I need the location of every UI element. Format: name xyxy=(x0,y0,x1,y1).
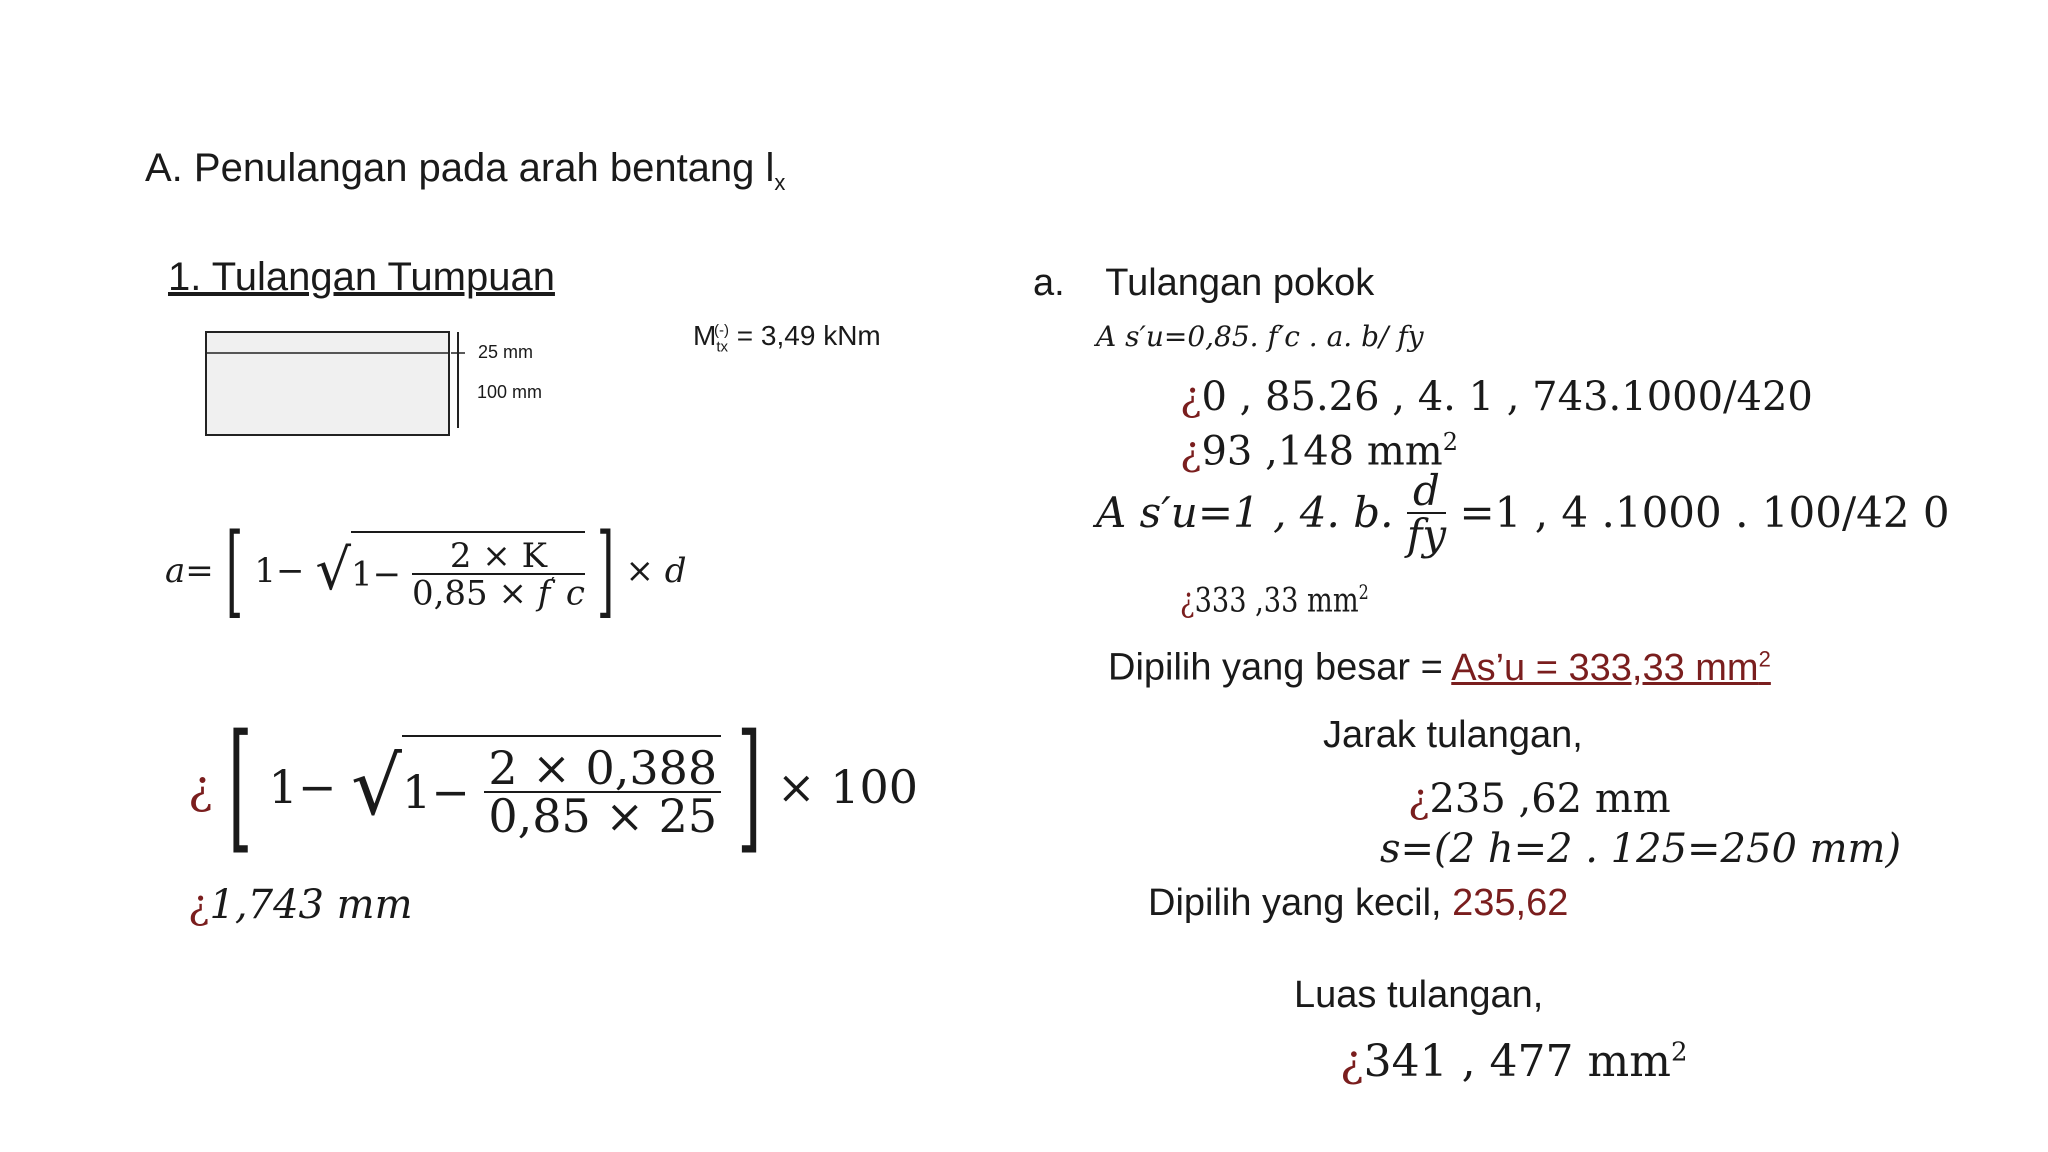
result-a-value: 1,743 mm xyxy=(209,882,413,928)
asu-line-3-text: 93 ,148 mm xyxy=(1201,428,1443,475)
subst-marker: ¿ xyxy=(188,760,213,814)
formula-a-numerator: 2 × K xyxy=(412,539,585,575)
thickness-label: 100 mm xyxy=(477,382,543,402)
subst-one-inner: 1− xyxy=(401,765,470,819)
chosen-larger-label: Dipilih yang besar = xyxy=(1108,646,1452,689)
moment-sup: (-) xyxy=(714,321,729,339)
formula-a-substituted xyxy=(188,705,918,868)
result-a-marker: ¿ xyxy=(188,882,210,928)
formula-a-general xyxy=(165,512,687,629)
area-text: 341 , 477 mm xyxy=(1363,1036,1671,1087)
formula-a-one: 1− xyxy=(254,551,305,591)
formula-a-sqrt-body xyxy=(351,531,585,614)
asu-line-5-sup: 2 xyxy=(1358,580,1369,604)
asu-line-5-marker: ¿ xyxy=(1180,580,1195,621)
spacing-line-2: s=(2 h=2 . 125=250 mm) xyxy=(1380,826,1902,872)
subst-bracket-open: [ xyxy=(228,705,253,868)
moment-value xyxy=(693,320,881,356)
section-a-label: a. xyxy=(1033,262,1065,304)
spacing-line-1 xyxy=(1408,776,1671,822)
area-value xyxy=(1340,1036,1688,1087)
spacing-line-1-marker: ¿ xyxy=(1408,776,1430,822)
formula-a-lhs: a= xyxy=(165,551,214,591)
area-marker: ¿ xyxy=(1340,1036,1364,1087)
formula-a-one-inner: 1− xyxy=(351,555,402,595)
formula-a-fraction xyxy=(411,536,585,614)
slab-rectangle xyxy=(206,332,449,435)
chosen-smaller xyxy=(1148,882,1568,925)
asu-formula-2-denominator: fy xyxy=(1406,510,1447,559)
subst-denominator: 0,85 × 25 xyxy=(488,789,718,843)
section-a-heading xyxy=(1033,262,1374,305)
subst-bracket-close: ] xyxy=(736,705,762,868)
formula-a-denominator: 0,85 × f′ c xyxy=(411,573,585,614)
subst-sqrt-body xyxy=(401,735,721,843)
heading-subscript: x xyxy=(774,170,786,195)
asu-line-3-marker: ¿ xyxy=(1180,428,1202,475)
asu-line-2-marker: ¿ xyxy=(1180,374,1202,420)
asu-formula-1: A s′u=0,85. f′c . a. b/ fy xyxy=(1096,320,1424,353)
asu-formula-2-numerator: d xyxy=(1407,470,1446,514)
area-title: Luas tulangan, xyxy=(1294,974,1544,1016)
chosen-larger-value: As’u = 333,33 $mm^2$ xyxy=(1451,646,1771,689)
asu-formula-2 xyxy=(1096,466,1950,559)
moment-number: = 3,49 kNm xyxy=(736,320,881,351)
asu-line-5 xyxy=(1180,580,1369,620)
moment-symbol: M xyxy=(693,320,717,351)
subst-times: × 100 xyxy=(777,760,918,814)
result-a xyxy=(188,882,413,928)
asu-formula-2-fraction xyxy=(1406,466,1447,559)
chosen-smaller-label: Dipilih yang kecil, xyxy=(1148,882,1453,924)
asu-formula-2-lhs: A s′u=1 , 4. b. xyxy=(1096,488,1394,537)
section-title-tulangan-tumpuan: 1. Tulangan Tumpuan xyxy=(168,255,555,299)
formula-a-bracket-close: ] xyxy=(596,512,614,629)
moment-sub: tx xyxy=(716,338,728,356)
formula-a-sqrt-sign: √ xyxy=(315,538,352,603)
asu-line-5-text: 333 ,33 mm xyxy=(1194,580,1359,621)
spacing-line-1-text: 235 ,62 mm xyxy=(1429,776,1671,822)
subst-fraction xyxy=(484,741,721,843)
asu-formula-2-rhs: =1 , 4 .1000 . 100/42 0 xyxy=(1459,488,1950,537)
heading-text: A. Penulangan pada arah bentang l xyxy=(145,146,775,190)
formula-a-times-d: × d xyxy=(625,551,687,591)
subst-one: 1− xyxy=(268,760,337,814)
spacing-title: Jarak tulangan, xyxy=(1323,714,1583,756)
formula-a-bracket-open: [ xyxy=(225,512,243,629)
area-sup: 2 xyxy=(1670,1037,1688,1068)
subst-numerator: 2 × 0,388 xyxy=(484,745,721,793)
page-heading xyxy=(145,146,785,196)
asu-line-2-text: 0 , 85.26 , 4. 1 , 743.1000/420 xyxy=(1201,374,1813,420)
chosen-larger xyxy=(1108,646,1771,690)
asu-line-2 xyxy=(1180,374,1813,420)
asu-line-3-sup: 2 xyxy=(1442,428,1458,456)
cover-label: 25 mm xyxy=(478,342,534,362)
section-a-title: Tulangan pokok xyxy=(1105,262,1375,304)
subst-sqrt-sign: √ xyxy=(350,740,402,833)
chosen-smaller-value: 235,62 xyxy=(1452,882,1569,924)
